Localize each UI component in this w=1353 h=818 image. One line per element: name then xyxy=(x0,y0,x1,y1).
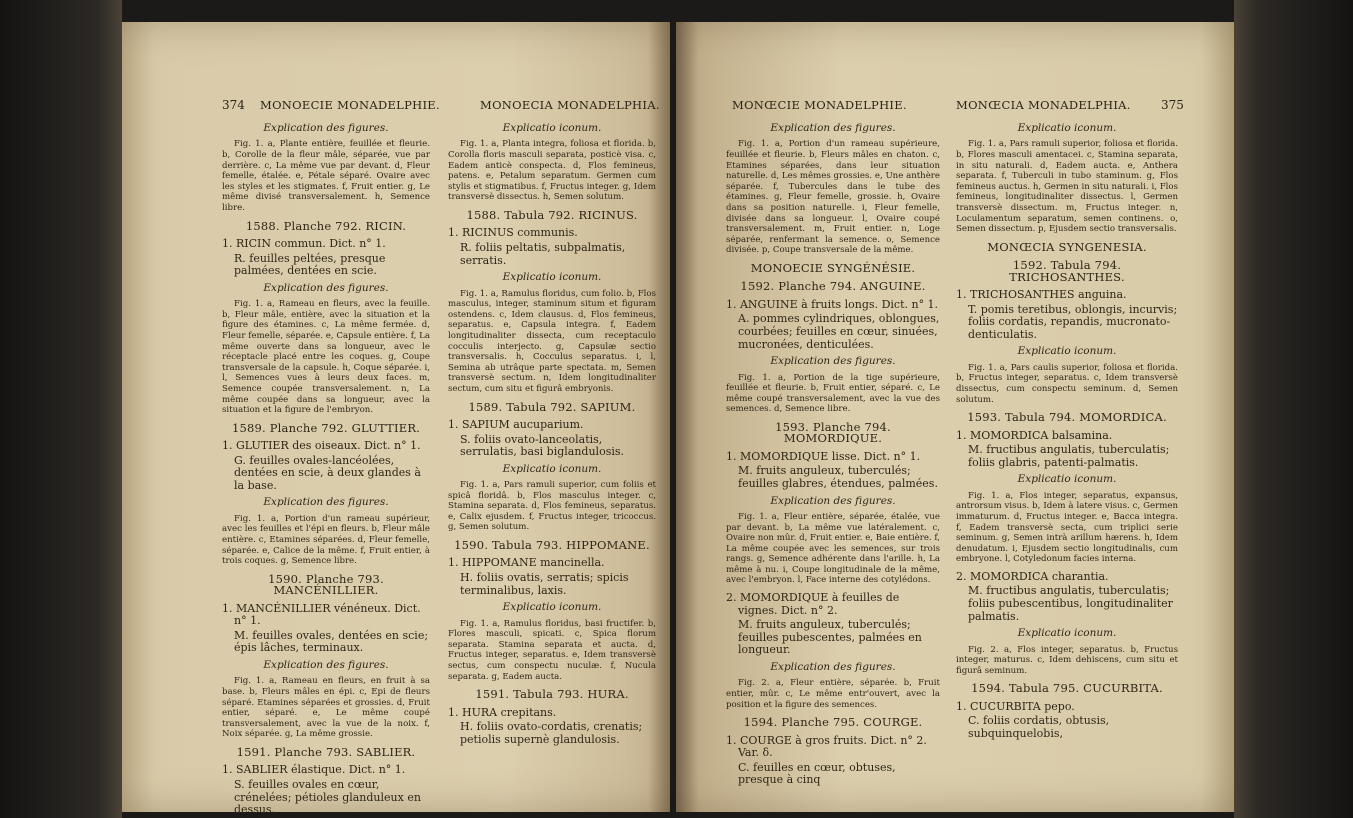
section-heading: MONOECIE SYNGÉNÉSIE. xyxy=(750,260,916,275)
figure-explanation: Fig. 1. a, Rameau en fleurs, en fruit à sa base. b, Fleurs mâles en épi. c, Epi de fleurs séparé. Etamines séparées et grossies. d, Fruit entier, séparé. e, Le même coupé transversalement, avec la vue de la noix. f, Noix séparée. g, La même grossie. xyxy=(222,676,430,740)
subheading: Explication des figures. xyxy=(263,281,389,294)
right-page xyxy=(676,22,1234,812)
figure-explanation: Fig. 2. a, Flos integer, separatus. b, Fructus integer, maturus. c, Idem dehiscens, cum situ et figurâ seminum. xyxy=(956,644,1178,676)
subheading: Explication des figures. xyxy=(770,122,896,134)
figure-explanation: Fig. 2. a, Fleur entière, séparée. b, Fruit entier, mûr. c, Le même entr'ouvert, avec la position et la figure des semences. xyxy=(726,678,940,710)
running-head-latin: MONOECIA MONADELPHIA. xyxy=(480,98,660,112)
right-book-edge xyxy=(1234,0,1353,818)
species-diagnosis: M. fructibus angulatis, tuberculatis; foliis glabris, patenti-palmatis. xyxy=(968,443,1170,469)
species-entry: 1. TRICHOSANTHES anguina. xyxy=(956,287,1127,301)
species-entry: 2. MOMORDIQUE à feuilles de vignes. Dict. n° 2. xyxy=(726,591,900,617)
species-diagnosis: R. feuilles peltées, presque palmées, dentées en scie. xyxy=(234,251,386,278)
subheading: Explicatio iconum. xyxy=(1017,345,1117,358)
figure-explanation: Fig. 1. a, Fleur entière, séparée, étalée, vue par devant. b, La même vue latéralement. c, Ovaire non mûr. d, Fruit entier. e, Baie entière. f, La même coupée avec les semences, sur trois rangs. g, Semence adhérente dans l'arille. h, La même à nu. i, Coupe longitudinale de la même, avec l'embryon. l, Face interne des cotylédons. xyxy=(726,511,940,586)
figure-explanation: Fig. 1. a, Ramulus floridus, cum folio. b, Flos masculus, integer, staminum situm et figuram ostendens. c, Idem clausus. d, Flos femineus, separatus. e, Capsula integra. f, Eadem longitudinaliter dissecta, cum receptaculo cocculis interjecto. g, Capsulæ sectio transversalis. h, Cocculus separatus. i, l, Semina ab utrâque parte spectata. m, Semen transversè sectum. n, Idem longitudinaliter sectum, cum situ et figurâ embryonis. xyxy=(448,288,656,394)
species-diagnosis: M. fructibus angulatis, tuberculatis; foliis pubescentibus, longitudinaliter palmatis. xyxy=(968,584,1173,623)
section-heading: 1590. Planche 793. MANCÉNILLIER. xyxy=(268,571,384,598)
section-heading: 1589. Planche 792. GLUTTIER. xyxy=(231,420,421,435)
figure-explanation: Fig. 1. a, Flos integer, separatus, expansus, antrorsum visus. b, Idem à latere visus. c, Germen immaturum. d, Fructus integer. e, Bacca integra. f, Eadem transversè secta, cum triplici serie seminum. g, Semen intrà arillum hærens. h, Idem denudatum. i, Ejusdem sectio longitudinalis, cum embryone. l, Cotyledonum facies interna. xyxy=(956,490,1178,565)
species-diagnosis: H. foliis ovato-cordatis, crenatis; petiolis supernè glandulosis. xyxy=(460,720,643,746)
section-heading: 1593. Tabula 794. MOMORDICA. xyxy=(967,410,1167,425)
figure-explanation: Fig. 1. a, Portion d'un rameau supérieur, avec les feuilles et l'épi en fleurs. b, Fleur mâle entière. c, Etamines séparées. d, Fleur femelle, séparée. e, Calice de la même. f, Fruit entier, à trois coques. g, Semence libre. xyxy=(222,513,430,567)
subheading: Explication des figures. xyxy=(263,122,389,134)
right-page-french-column xyxy=(726,118,940,787)
figure-explanation: Fig. 1. a, Pars ramuli superior, cum foliis et spicâ floridâ. b, Flos masculus integer. c, Stamina separata. d, Flos femineus, separatus. e, Calix ejusdem. f, Fructus integer, tricoccus. g, Semen solutum. xyxy=(448,480,656,533)
species-entry: 1. SAPIUM aucuparium. xyxy=(448,417,584,431)
section-heading: 1592. Tabula 794. TRICHOSANTHES. xyxy=(1009,258,1125,284)
subheading: Explicatio iconum. xyxy=(1017,627,1117,640)
section-heading: 1594. Tabula 795. CUCURBITA. xyxy=(971,681,1163,696)
left-page xyxy=(122,22,670,817)
section-heading: 1589. Tabula 792. SAPIUM. xyxy=(468,399,636,414)
species-diagnosis: M. fruits anguleux, tuberculés; feuilles pubescentes, palmées en longueur. xyxy=(738,618,922,657)
section-heading: 1593. Planche 794. MOMORDIQUE. xyxy=(775,419,891,446)
figure-explanation: Fig. 1. a, Pars caulis superior, foliosa et florida. b, Fructus integer, separatus. c, Idem transversè dissectus, cum conspectu seminum. d, Semen solutum. xyxy=(956,362,1178,405)
section-heading: 1592. Planche 794. ANGUINE. xyxy=(740,279,926,294)
figure-explanation: Fig. 1. a, Portion de la tige supérieure, feuillée et fleurie. b, Fruit entier, séparé. c, Le même coupé transversalement, avec la vue des semences. d, Semence libre. xyxy=(726,372,940,415)
figure-explanation: Fig. 1. a, Plante entière, feuillée et fleurie. b, Corolle de la fleur mâle, séparée, vue par derrière. c, La même vue par devant. d, Fleur femelle, étalée. e, Pétale séparé. Ovaire avec les styles et les stigmates. f, Fruit entier. g, Le même divisé transversalement. h, Semence libre. xyxy=(222,139,430,213)
species-entry: 1. HURA crepitans. xyxy=(448,705,557,719)
species-diagnosis: H. foliis ovatis, serratis; spicis terminalibus, laxis. xyxy=(460,571,629,597)
subheading: Explication des figures. xyxy=(770,355,896,368)
subheading: Explicatio iconum. xyxy=(502,122,602,134)
species-diagnosis: T. pomis teretibus, oblongis, incurvis; foliis cordatis, repandis, mucronato-denticulatis. xyxy=(968,302,1178,341)
species-entry: 1. SABLIER élastique. Dict. n° 1. xyxy=(222,763,406,777)
subheading: Explicatio iconum. xyxy=(1017,473,1117,486)
subheading: Explication des figures. xyxy=(770,661,896,674)
species-entry: 1. ANGUINE à fruits longs. Dict. n° 1. xyxy=(726,297,939,311)
species-entry: 1. COURGE à gros fruits. Dict. n° 2. Var. δ. xyxy=(726,733,927,760)
right-page-latin-column xyxy=(956,118,1178,741)
subheading: Explication des figures. xyxy=(263,659,389,672)
section-heading: 1591. Planche 793. SABLIER. xyxy=(236,745,416,759)
figure-explanation: Fig. 1. a, Ramulus floridus, basi fructifer. b, Flores masculi, spicati. c, Spica florum separata. Stamina separata et aucta. d, Fructus integer, separatus. e, Idem transversè sectus, cum conspectu nuculæ. f, Nucula separata. g, Eadem aucta. xyxy=(448,618,656,682)
section-heading: 1591. Tabula 793. HURA. xyxy=(475,687,629,702)
page-number: 374 xyxy=(222,98,245,112)
running-head-french: MONOECIE MONADELPHIE. xyxy=(260,98,440,112)
subheading: Explicatio iconum. xyxy=(502,601,602,614)
species-entry: 1. HIPPOMANE mancinella. xyxy=(448,556,605,570)
species-entry: 1. GLUTIER des oiseaux. Dict. n° 1. xyxy=(222,439,421,453)
left-page-latin-column xyxy=(448,118,656,746)
species-entry: 1. MOMORDICA balsamina. xyxy=(956,428,1113,442)
species-diagnosis: M. fruits anguleux, tuberculés; feuilles glabres, étendues, palmées. xyxy=(738,464,938,490)
species-entry: 1. CUCURBITA pepo. xyxy=(956,699,1075,713)
section-heading: MONŒCIA SYNGENESIA. xyxy=(987,239,1147,254)
running-head-latin: MONŒCIA MONADELPHIA. xyxy=(956,98,1131,112)
subheading: Explicatio iconum. xyxy=(1017,122,1117,134)
subheading: Explicatio iconum. xyxy=(502,462,602,475)
figure-explanation: Fig. 1. a, Rameau en fleurs, avec la feuille. b, Fleur mâle, entière, avec la situation et la figure des étamines. c, La même fermée. d, Fleur femelle, séparée. e, Capsule entière. f, La même ouverte dans sa longueur, avec le réceptacle placé entre les coques. g, Coupe transversale de la capsule. h, Coque séparée. i, l, Semences vues à leurs deux faces. m, Semence coupée transversalement. n, La même coupée dans sa longueur, avec la situation et la figure de l'embryon. xyxy=(222,299,430,416)
species-diagnosis: A. pommes cylindriques, oblongues, courbées; feuilles en cœur, sinuées, mucronées, denticulées. xyxy=(738,312,940,351)
species-entry: 1. RICIN commun. Dict. n° 1. xyxy=(222,236,386,250)
page-number: 375 xyxy=(1161,98,1184,112)
species-entry: 1. MANCÉNILLIER vénéneux. Dict. n° 1. xyxy=(222,601,421,628)
figure-explanation: Fig. 1. a, Planta integra, foliosa et florida. b, Corolla floris masculi separata, posticè visa. c, Eadem anticè conspecta. d, Flos femineus, patens. e, Petalum separatum. Germen cum stylis et stigmatibus. f, Fructus integer. g, Idem transversè dissectus. h, Semen solutum. xyxy=(448,139,656,203)
subheading: Explication des figures. xyxy=(263,496,389,509)
species-entry: 1. MOMORDIQUE lisse. Dict. n° 1. xyxy=(726,449,921,463)
species-diagnosis: S. feuilles ovales en cœur, crénelées; pétioles glanduleux en dessus. xyxy=(234,778,421,817)
species-diagnosis: S. foliis ovato-lanceolatis, serrulatis, basi biglandulosis. xyxy=(460,432,625,459)
section-heading: 1588. Planche 792. RICIN. xyxy=(245,218,407,233)
species-diagnosis: R. foliis peltatis, subpalmatis, serratis. xyxy=(460,240,626,267)
subheading: Explication des figures. xyxy=(770,494,896,507)
species-entry: 2. MOMORDICA charantia. xyxy=(956,569,1109,583)
species-diagnosis: C. feuilles en cœur, obtuses, presque à cinq xyxy=(738,760,896,787)
species-entry: 1. RICINUS communis. xyxy=(448,226,578,240)
subheading: Explicatio iconum. xyxy=(502,271,602,284)
figure-explanation: Fig. 1. a, Pars ramuli superior, foliosa et florida. b, Flores masculi amentacei. c, Stamina separata, in situ naturali. d, Eadem aucta. e, Anthera separata. f, Tuberculi in tubo staminum. g, Flos femineus auctus. h, Germen in situ naturali. i, Flos femineus, longitudinaliter dissectus. l, Germen transversè dissectum. m, Fructus integer. n, Loculamentum separatum, semen continens. o, Semen dissectum. p, Ejusdem sectio transversalis. xyxy=(956,139,1178,235)
section-heading: 1588. Tabula 792. RICINUS. xyxy=(466,207,638,222)
left-page-french-column xyxy=(222,118,430,817)
figure-explanation: Fig. 1. a, Portion d'un rameau supérieure, feuillée et fleurie. b, Fleurs mâles en chaton. c, Etamines séparées, dans leur situation naturelle. d, Les mêmes grossies. e, Une anthère séparée. f, Tubercules dans le tube des étamines. g, Fleur femelle, grossie. h, Ovaire dans sa position naturelle. i, Fleur femelle, divisée dans sa longueur. l, Ovaire coupé transversalement. m, Fruit entier. n, Loge séparée, renfermant la semence. o, Semence divisée. p, Coupe transversale de la même. xyxy=(726,139,940,256)
species-diagnosis: G. feuilles ovales-lancéolées, dentées en scie, à deux glandes à la base. xyxy=(234,453,421,492)
left-book-edge xyxy=(0,0,122,818)
section-heading: 1594. Planche 795. COURGE. xyxy=(743,715,923,730)
species-diagnosis: M. feuilles ovales, dentées en scie; épis lâches, terminaux. xyxy=(234,628,429,655)
running-head-french: MONŒCIE MONADELPHIE. xyxy=(732,98,907,112)
section-heading: 1590. Tabula 793. HIPPOMANE. xyxy=(454,538,650,553)
species-diagnosis: C. foliis cordatis, obtusis, subquinquelobis, xyxy=(968,714,1110,741)
